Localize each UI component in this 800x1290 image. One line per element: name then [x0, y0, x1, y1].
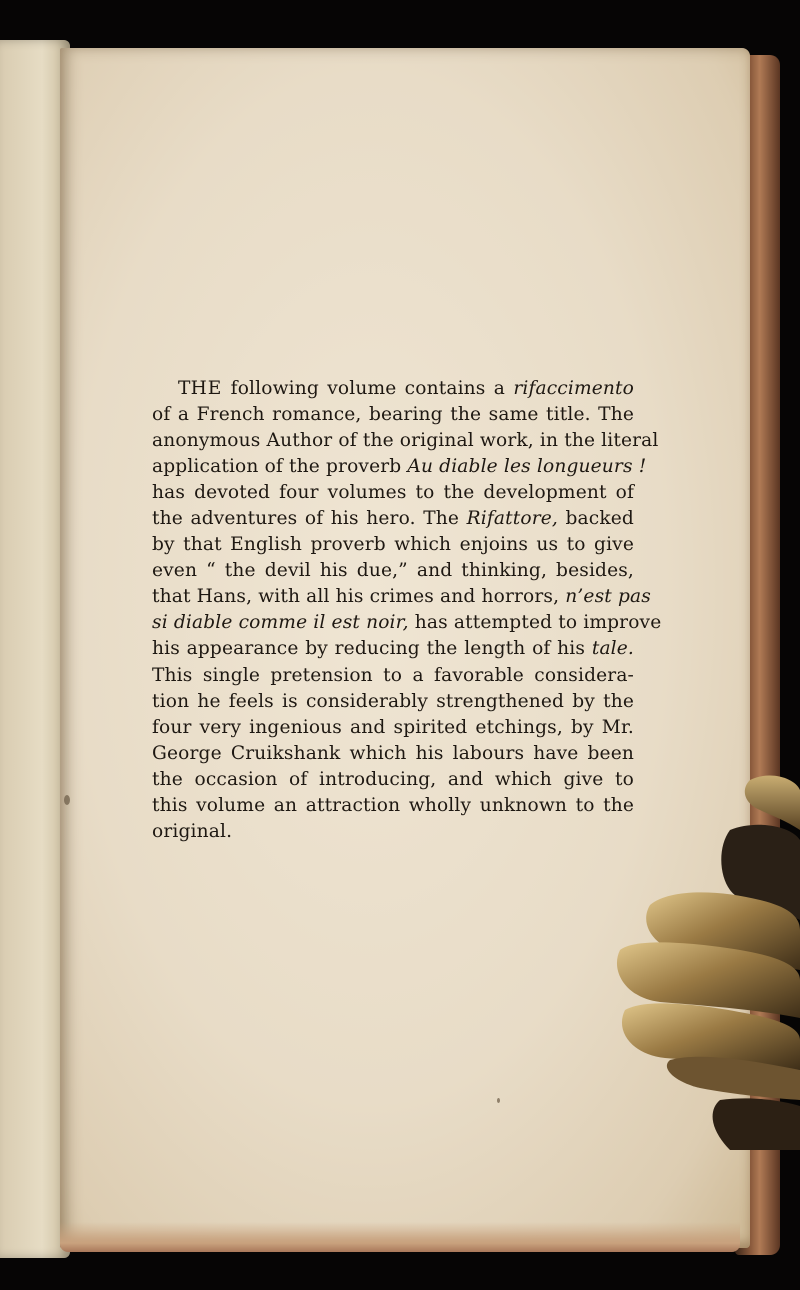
- foxing-spot: [64, 795, 70, 805]
- text-line: the adventures of his hero. The Rifattore, backed: [152, 508, 634, 530]
- text-line: four very ingenious and spirited etchings, by Mr.: [152, 716, 634, 738]
- text-line: his appearance by reducing the length of his tale.: [152, 638, 634, 660]
- brass-hand-clip: [610, 770, 800, 1150]
- text-line: anonymous Author of the original work, in the literal: [152, 430, 659, 452]
- text-line: the occasion of introducing, and which give to: [152, 768, 634, 790]
- text-line: has devoted four volumes to the development of: [152, 482, 634, 504]
- text-line: original.: [152, 820, 233, 842]
- text-line: THE following volume contains a rifaccimento: [178, 378, 634, 399]
- page-bottom-edge: [60, 1222, 740, 1252]
- text-line: this volume an attraction wholly unknown to the: [152, 794, 634, 816]
- text-line: George Cruikshank which his labours have been: [152, 742, 634, 764]
- text-line: that Hans, with all his crimes and horrors, n’est pas: [152, 586, 651, 608]
- text-line: tion he feels is considerably strengthened by the: [152, 690, 634, 712]
- preface-paragraph: [152, 376, 662, 845]
- text-line: by that English proverb which enjoins us to give: [152, 534, 634, 556]
- text-line: application of the proverb Au diable les longueurs !: [152, 456, 647, 478]
- text-line: si diable comme il est noir, has attempted to improve: [152, 612, 662, 634]
- text-line: This single pretension to a favorable considera-: [152, 664, 634, 686]
- text-line: of a French romance, bearing the same title. The: [152, 404, 634, 426]
- text-line: even “ the devil his due,” and thinking, besides,: [152, 560, 634, 582]
- foxing-spot: [497, 1098, 500, 1103]
